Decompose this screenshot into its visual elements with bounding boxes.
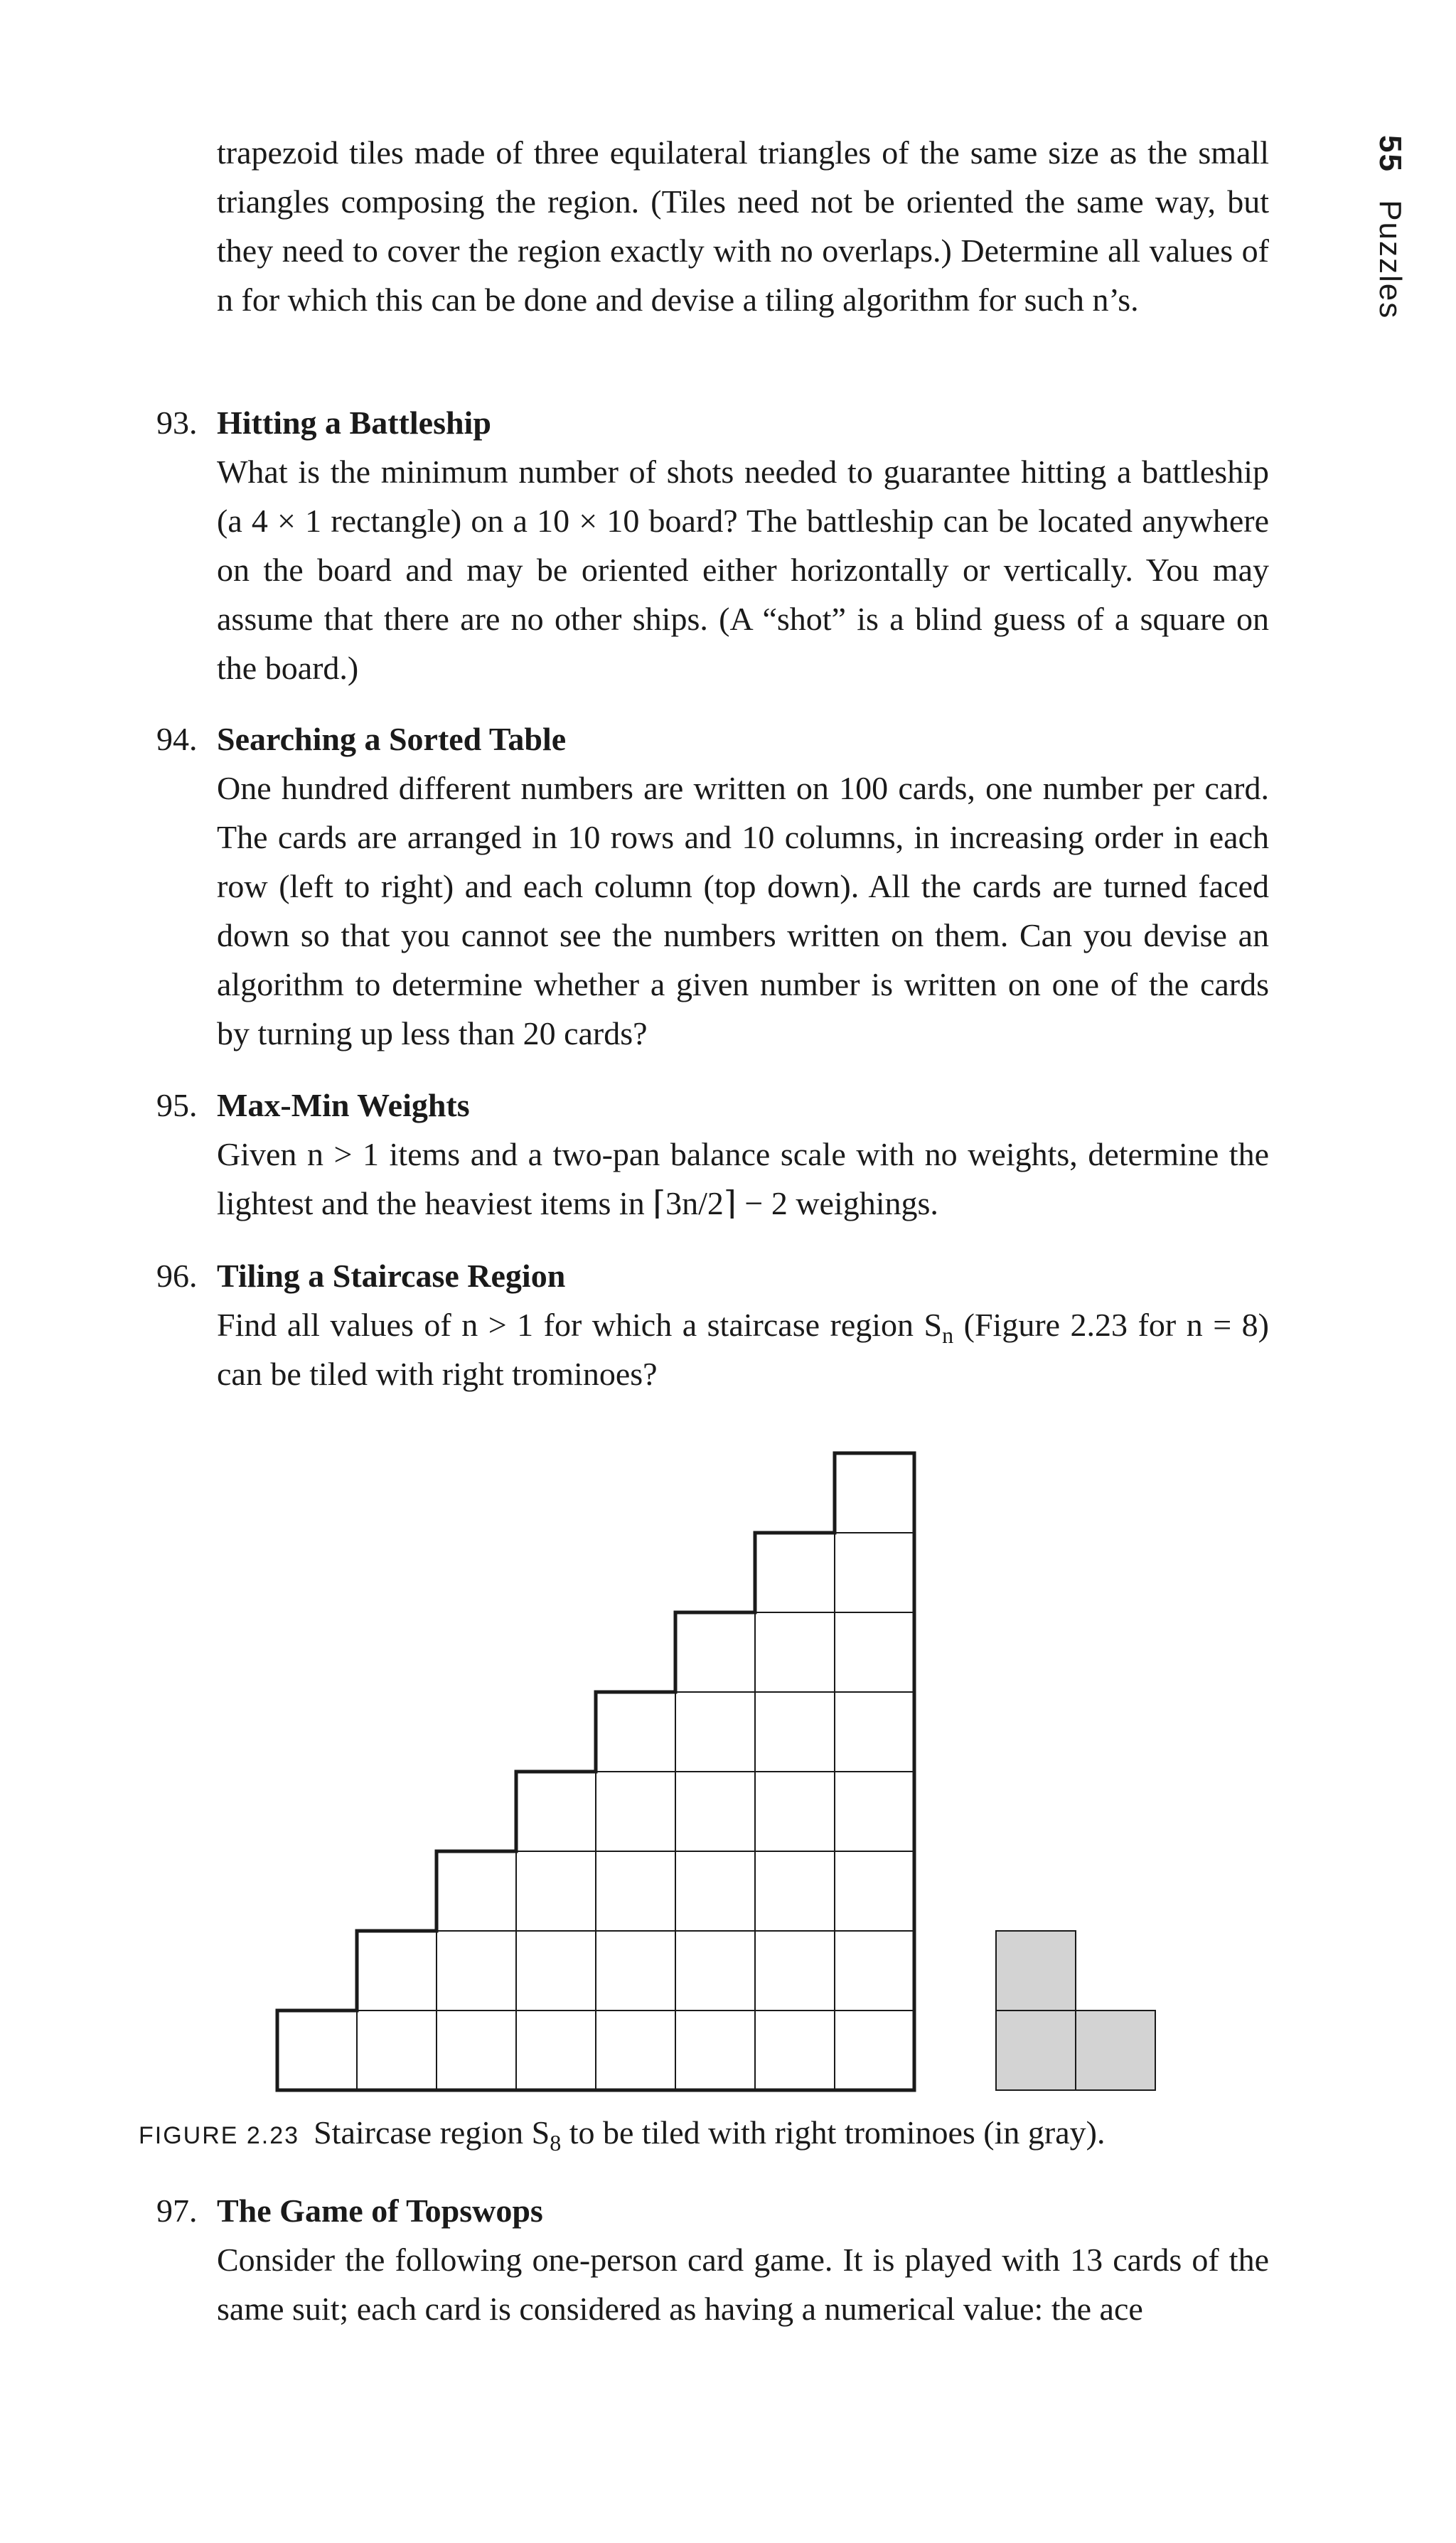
caption-text: to be tiled with right trominoes (in gray). [561,2114,1106,2151]
tromino-cell [996,1931,1076,2011]
problem-heading [156,2186,1269,2235]
staircase-cell [755,1612,835,1692]
staircase-cell [755,1851,835,1931]
intro-paragraph-block [217,128,1269,324]
figure-caption [139,2108,1276,2161]
staircase-cell [277,2011,357,2090]
section-title: Puzzles [1373,200,1408,320]
staircase-cell [516,2011,596,2090]
staircase-cell [675,1612,755,1692]
staircase-cell [835,1851,914,1931]
problem-number: 94. [156,721,198,757]
staircase-cell [755,1931,835,2011]
problem-title: Hitting a Battleship [217,405,491,441]
staircase-cell [596,1931,675,2011]
staircase-cell [596,1692,675,1772]
staircase-cell [596,1851,675,1931]
problem-number: 93. [156,405,198,441]
subscript: n [942,1322,954,1349]
staircase-cell [835,1612,914,1692]
problem-text: One hundred different numbers are written on 100 cards, one number per card. The cards are arranged in 10 rows and 10 columns, in increasing order in each row (left to right) and each column (top down). All the cards are turned faced down so that you cannot see the numbers written on them. Can you devise an algorithm to determine whether a given number is written on one of the cards by turning up less than 20 cards? [217,770,1269,1051]
staircase-cell [835,1772,914,1851]
tromino-cell [1076,2011,1155,2090]
staircase-cell [675,1931,755,2011]
figure-2-23 [274,1443,1173,2097]
problem-96 [156,1251,1269,1398]
staircase-cell [835,1931,914,2011]
staircase-cell [357,1931,437,2011]
problem-title: Tiling a Staircase Region [217,1258,566,1294]
problem-text [156,1300,1269,1398]
caption-text: Staircase region S [314,2114,550,2151]
problem-text: What is the minimum number of shots needed to guarantee hitting a battleship (a 4 × 1 rectangle) on a 10 × 10 board? The battleship can be located anywhere on the board and may be oriented either horizontally or vertically. You may assume that there are no other ships. (A “shot” is a blind guess of a square on the board.) [217,454,1269,686]
staircase-cell [835,2011,914,2090]
staircase-cell [835,1453,914,1533]
staircase-cell [755,2011,835,2090]
staircase-cell [437,1931,516,2011]
staircase-cell [675,1851,755,1931]
staircase-cell [755,1772,835,1851]
problem-95 [156,1081,1269,1228]
staircase-cell [516,1851,596,1931]
problem-text: Consider the following one-person card game. It is played with 13 cards of the same suit; each card is considered as having a numerical value: the ace [217,2242,1269,2327]
staircase-cell [596,2011,675,2090]
problem-text: Given n > 1 items and a two-pan balance scale with no weights, determine the lightest and the heaviest items in ⌈3n/2⌉ − 2 weighings. [217,1136,1269,1221]
page-number: 55 [1373,135,1408,173]
problem-title: The Game of Topswops [217,2193,543,2229]
staircase-cell [437,1851,516,1931]
problem-number: 96. [156,1258,198,1294]
staircase-cell [675,2011,755,2090]
staircase-cell [437,2011,516,2090]
staircase-cell [516,1772,596,1851]
problem-97 [156,2186,1269,2333]
staircase-cell [755,1692,835,1772]
staircase-cell [596,1772,675,1851]
problem-heading [156,1251,1269,1300]
problem-number: 97. [156,2193,198,2229]
problem-title: Max-Min Weights [217,1087,470,1123]
problem-heading [156,398,1269,447]
staircase-cell [516,1931,596,2011]
problem-93 [156,398,1269,692]
running-head [1372,135,1408,319]
problem-text-part: (Figure 2.23 for n = 8) can be tiled with right trominoes? [217,1307,1269,1392]
intro-paragraph: trapezoid tiles made of three equilateral triangles of the same size as the small triangles composing the region. (Tiles need not be oriented the same way, but they need to cover the region exactly with no overlaps.) Determine all values of n for which this can be done and devise a tiling algorithm for such n’s. [217,134,1269,318]
problem-title: Searching a Sorted Table [217,721,567,757]
staircase-cell [675,1772,755,1851]
staircase-cell [835,1692,914,1772]
staircase-cell [835,1533,914,1612]
problem-heading [156,714,1269,764]
tromino-cell [996,2011,1076,2090]
subscript: 8 [550,2130,562,2156]
staircase-figure [274,1443,1173,2097]
problem-text-part: Find all values of n > 1 for which a staircase region S [217,1307,943,1343]
problem-number: 95. [156,1087,198,1123]
staircase-cell [675,1692,755,1772]
staircase-cell [357,2011,437,2090]
problem-heading [156,1081,1269,1130]
problem-94 [156,714,1269,1058]
staircase-cell [755,1533,835,1612]
figure-label: FIGURE 2.23 [139,2122,300,2149]
